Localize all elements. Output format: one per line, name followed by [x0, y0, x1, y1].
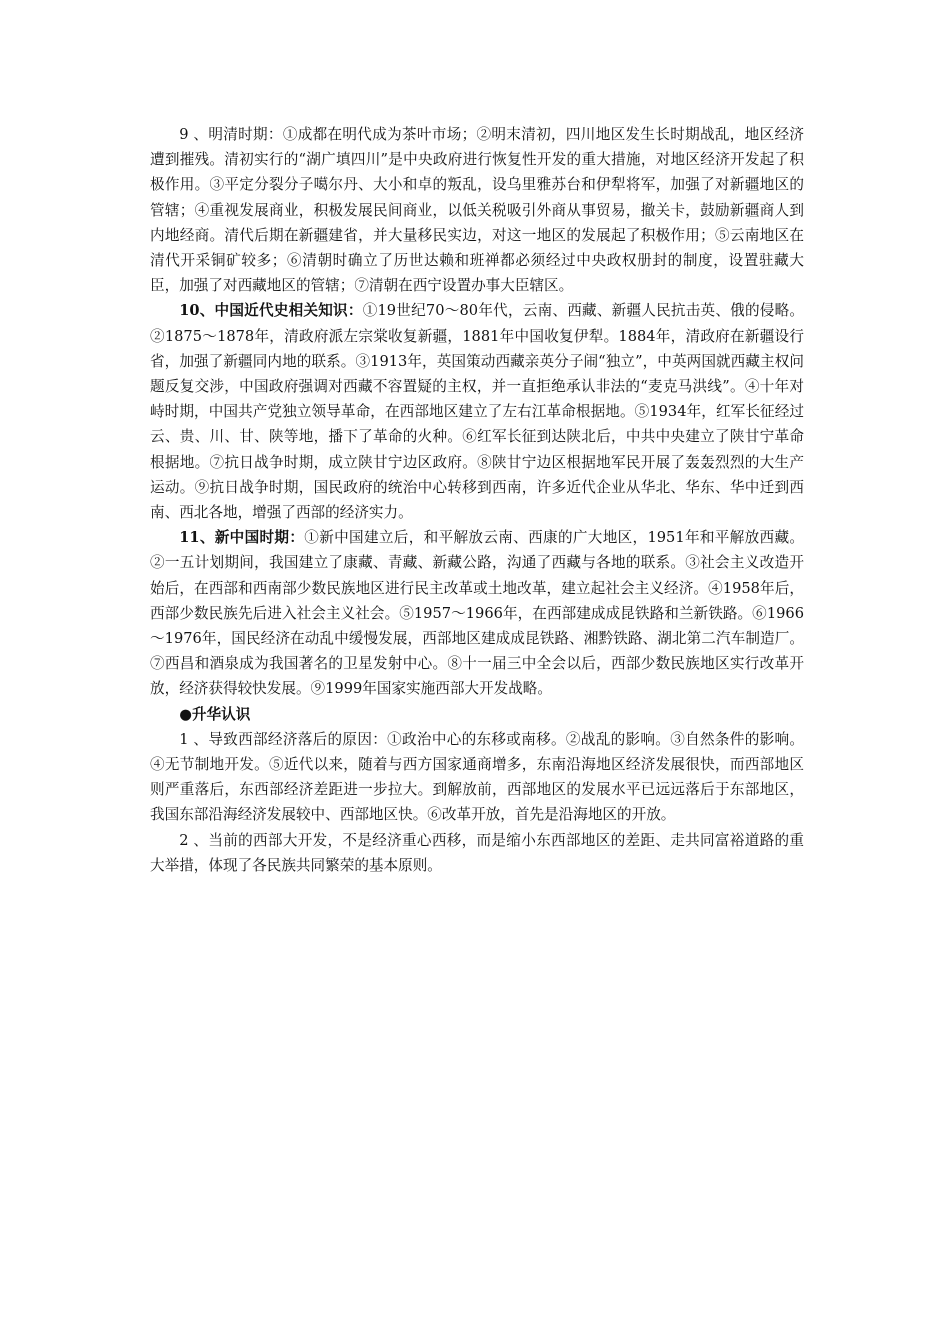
heading-sublimation: ●升华认识	[179, 705, 251, 723]
document-page	[150, 122, 804, 878]
point-1-body: 导致西部经济落后的原因：①政治中心的东移或南移。②战乱的影响。③自然条件的影响。④无节制地开发。⑤近代以来，随着与西方国家通商增多，东南沿海地区经济发展很快，而西部地区则严重落后，东西部经济差距进一步拉大。到解放前，西部地区的发展水平已远远落后于东部地区，我国东部沿海经济发展较中、西部地区快。⑥改革开放，首先是沿海地区的开放。	[150, 730, 804, 824]
section-title-modern-history: 10、中国近代史相关知识：	[179, 302, 363, 320]
section-modern-history	[150, 298, 804, 525]
section-title-ming-qing: 9 、明清时期：	[179, 126, 283, 143]
section-body-ming-qing: ①成都在明代成为茶叶市场；②明末清初，四川地区发生长时期战乱，地区经济遭到摧残。清初实行的“湖广填四川”是中央政府进行恢复性开发的重大措施，对地区经济开发起了积极作用。③平定分裂分子噶尔丹、大小和卓的叛乱，设乌里雅苏台和伊犁将军，加强了对新疆地区的管辖；④重视发展商业，积极发展民间商业，以低关税吸引外商从事贸易，撤关卡，鼓励新疆商人到内地经商。清代后期在新疆建省，并大量移民实边，对这一地区的发展起了积极作用；⑤云南地区在清代开采铜矿较多；⑥清朝时确立了历世达赖和班禅都必须经过中央政权册封的制度，设置驻藏大臣，加强了对西藏地区的管辖；⑦清朝在西宁设置办事大臣辖区。	[150, 126, 804, 295]
point-2-body: 当前的西部大开发，不是经济重心西移，而是缩小东西部地区的差距、走共同富裕道路的重大举措，体现了各民族共同繁荣的基本原则。	[150, 831, 804, 874]
section-ming-qing	[150, 122, 804, 298]
section-body-modern-history: ①19世纪70～80年代，云南、西藏、新疆人民抗击英、俄的侵略。②1875～1878年，清政府派左宗棠收复新疆，1881年中国收复伊犁。1884年，清政府在新疆设行省，加强了新疆同内地的联系。③1913年，英国策动西藏亲英分子闹“独立”，中英两国就西藏主权问题反复交涉，中国政府强调对西藏不容置疑的主权，并一直拒绝承认非法的“麦克马洪线”。④十年对峙时期，中国共产党独立领导革命，在西部地区建立了左右江革命根据地。⑤1934年，红军长征经过云、贵、川、甘、陕等地，播下了革命的火种。⑥红军长征到达陕北后，中共中央建立了陕甘宁革命根据地。⑦抗日战争时期，成立陕甘宁边区政府。⑧陕甘宁边区根据地军民开展了轰轰烈烈的大生产运动。⑨抗日战争时期，国民政府的统治中心转移到西南，许多近代企业从华北、华东、华中迁到西南、西北各地，增强了西部的经济实力。	[150, 302, 805, 522]
point-1	[150, 727, 804, 828]
point-1-number: 1 、	[179, 730, 209, 748]
section-title-new-china: 11、新中国时期：	[179, 529, 305, 547]
section-new-china	[150, 525, 804, 701]
point-2	[150, 828, 804, 878]
section-body-new-china: ①新中国建立后，和平解放云南、西康的广大地区，1951年和平解放西藏。②一五计划期间，我国建立了康藏、青藏、新藏公路，沟通了西藏与各地的联系。③社会主义改造开始后，在西部和西南部少数民族地区进行民主改革或土地改革，建立起社会主义经济。④1958年后，西部少数民族先后进入社会主义社会。⑤1957～1966年，在西部建成成昆铁路和兰新铁路。⑥1966～1976年，国民经济在动乱中缓慢发展，西部地区建成成昆铁路、湘黔铁路、湖北第二汽车制造厂。⑦西昌和酒泉成为我国著名的卫星发射中心。⑧十一届三中全会以后，西部少数民族地区实行改革开放，经济获得较快发展。⑨1999年国家实施西部大开发战略。	[150, 529, 804, 698]
point-2-number: 2 、	[179, 831, 209, 849]
